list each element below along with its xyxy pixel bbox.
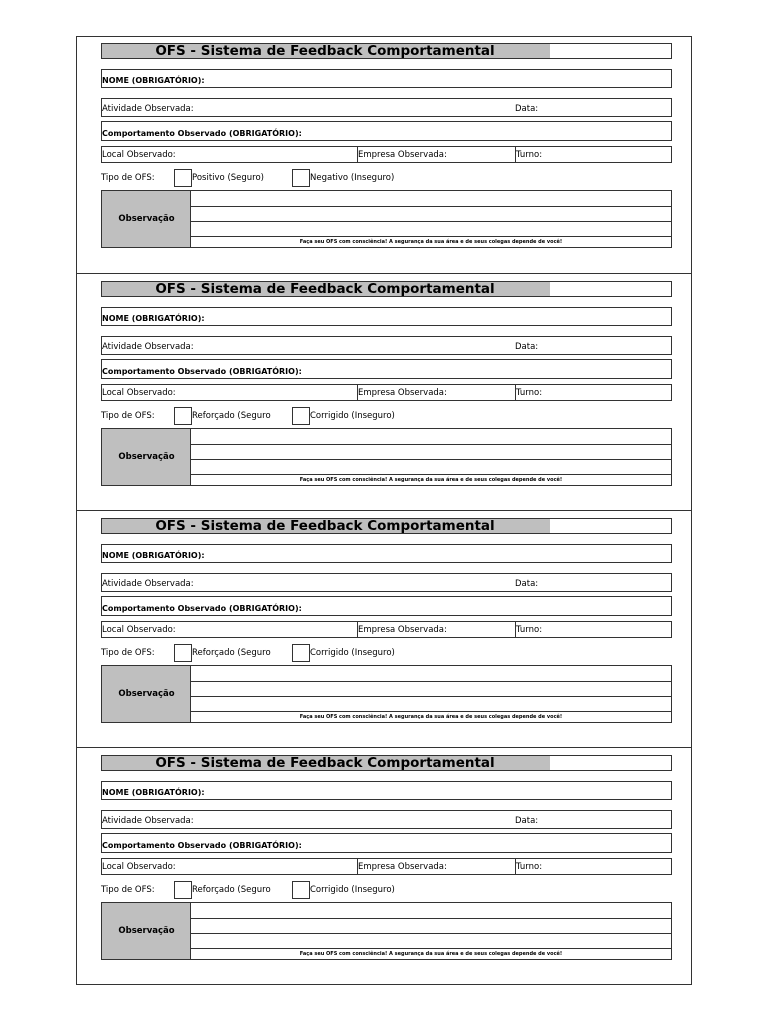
data-label: Data: <box>515 579 539 589</box>
local-label: Local Observado: <box>102 862 176 872</box>
tipo-label: Tipo de OFS: <box>101 648 155 658</box>
local-label: Local Observado: <box>102 388 176 398</box>
observacao-line <box>191 236 671 237</box>
observacao-line <box>191 711 671 712</box>
comportamento-field[interactable] <box>101 121 672 141</box>
atividade-row[interactable] <box>101 810 672 829</box>
form-title: OFS - Sistema de Feedback Comportamental <box>155 43 495 59</box>
safety-footer: Faça seu OFS com consciência! A segurança da sua área e de seus colegas depende de você! <box>299 239 563 245</box>
observacao-label: Observação <box>118 214 175 224</box>
observacao-line <box>191 221 671 222</box>
option1-checkbox[interactable] <box>174 644 192 662</box>
local-row[interactable] <box>101 621 672 638</box>
observacao-line <box>191 474 671 475</box>
nome-label: NOME (OBRIGATÓRIO): <box>102 314 205 323</box>
observacao-line <box>191 918 671 919</box>
comportamento-label: Comportamento Observado (OBRIGATÓRIO): <box>102 129 302 138</box>
ofs-form-4 <box>76 747 692 984</box>
local-row[interactable] <box>101 146 672 163</box>
nome-label: NOME (OBRIGATÓRIO): <box>102 788 205 797</box>
local-row[interactable] <box>101 384 672 401</box>
comportamento-label: Comportamento Observado (OBRIGATÓRIO): <box>102 841 302 850</box>
observacao-box[interactable] <box>101 665 672 723</box>
option1-label: Reforçado (Seguro <box>192 885 271 895</box>
form-title-bar <box>101 518 672 534</box>
turno-label: Turno: <box>516 862 543 872</box>
empresa-label: Empresa Observada: <box>358 150 447 160</box>
observacao-label: Observação <box>118 689 175 699</box>
option1-checkbox[interactable] <box>174 169 192 187</box>
turno-label: Turno: <box>516 625 543 635</box>
option2-checkbox[interactable] <box>292 644 310 662</box>
observacao-box[interactable] <box>101 190 672 248</box>
ofs-form-2 <box>76 273 692 510</box>
atividade-label: Atividade Observada: <box>102 579 194 589</box>
option2-label: Corrigido (Inseguro) <box>310 411 395 421</box>
safety-footer: Faça seu OFS com consciência! A segurança da sua área e de seus colegas depende de você! <box>299 477 563 483</box>
data-label: Data: <box>515 816 539 826</box>
safety-footer: Faça seu OFS com consciência! A segurança da sua área e de seus colegas depende de você! <box>299 951 563 957</box>
atividade-row[interactable] <box>101 573 672 592</box>
empresa-label: Empresa Observada: <box>358 388 447 398</box>
form-title: OFS - Sistema de Feedback Comportamental <box>155 518 495 534</box>
comportamento-field[interactable] <box>101 596 672 616</box>
option1-label: Positivo (Seguro) <box>192 173 264 183</box>
option1-label: Reforçado (Seguro <box>192 648 271 658</box>
observacao-line <box>191 444 671 445</box>
safety-footer: Faça seu OFS com consciência! A segurança da sua área e de seus colegas depende de você! <box>299 714 563 720</box>
option2-checkbox[interactable] <box>292 169 310 187</box>
nome-field[interactable] <box>101 544 672 563</box>
observacao-line <box>191 681 671 682</box>
atividade-label: Atividade Observada: <box>102 104 194 114</box>
observacao-label: Observação <box>118 926 175 936</box>
nome-label: NOME (OBRIGATÓRIO): <box>102 551 205 560</box>
option1-label: Reforçado (Seguro <box>192 411 271 421</box>
option1-checkbox[interactable] <box>174 407 192 425</box>
nome-field[interactable] <box>101 307 672 326</box>
comportamento-label: Comportamento Observado (OBRIGATÓRIO): <box>102 367 302 376</box>
observacao-line <box>191 696 671 697</box>
nome-field[interactable] <box>101 69 672 88</box>
form-title: OFS - Sistema de Feedback Comportamental <box>155 281 495 297</box>
local-label: Local Observado: <box>102 625 176 635</box>
option2-checkbox[interactable] <box>292 881 310 899</box>
tipo-label: Tipo de OFS: <box>101 411 155 421</box>
form-title-bar <box>101 281 672 297</box>
comportamento-label: Comportamento Observado (OBRIGATÓRIO): <box>102 604 302 613</box>
data-label: Data: <box>515 104 539 114</box>
observacao-box[interactable] <box>101 902 672 960</box>
atividade-row[interactable] <box>101 336 672 355</box>
option2-label: Negativo (Inseguro) <box>310 173 395 183</box>
tipo-label: Tipo de OFS: <box>101 173 155 183</box>
observacao-line <box>191 206 671 207</box>
empresa-label: Empresa Observada: <box>358 862 447 872</box>
observacao-line <box>191 459 671 460</box>
form-title-bar <box>101 755 672 771</box>
turno-label: Turno: <box>516 388 543 398</box>
comportamento-field[interactable] <box>101 833 672 853</box>
observacao-line <box>191 948 671 949</box>
local-row[interactable] <box>101 858 672 875</box>
data-label: Data: <box>515 342 539 352</box>
local-label: Local Observado: <box>102 150 176 160</box>
nome-field[interactable] <box>101 781 672 800</box>
nome-label: NOME (OBRIGATÓRIO): <box>102 76 205 85</box>
ofs-form-3 <box>76 510 692 747</box>
option2-checkbox[interactable] <box>292 407 310 425</box>
form-title: OFS - Sistema de Feedback Comportamental <box>155 755 495 771</box>
turno-label: Turno: <box>516 150 543 160</box>
ofs-form-1 <box>76 36 692 273</box>
observacao-line <box>191 933 671 934</box>
option2-label: Corrigido (Inseguro) <box>310 648 395 658</box>
comportamento-field[interactable] <box>101 359 672 379</box>
tipo-label: Tipo de OFS: <box>101 885 155 895</box>
option2-label: Corrigido (Inseguro) <box>310 885 395 895</box>
observacao-box[interactable] <box>101 428 672 486</box>
atividade-label: Atividade Observada: <box>102 816 194 826</box>
empresa-label: Empresa Observada: <box>358 625 447 635</box>
form-title-bar <box>101 43 672 59</box>
atividade-row[interactable] <box>101 98 672 117</box>
observacao-label: Observação <box>118 452 175 462</box>
option1-checkbox[interactable] <box>174 881 192 899</box>
atividade-label: Atividade Observada: <box>102 342 194 352</box>
